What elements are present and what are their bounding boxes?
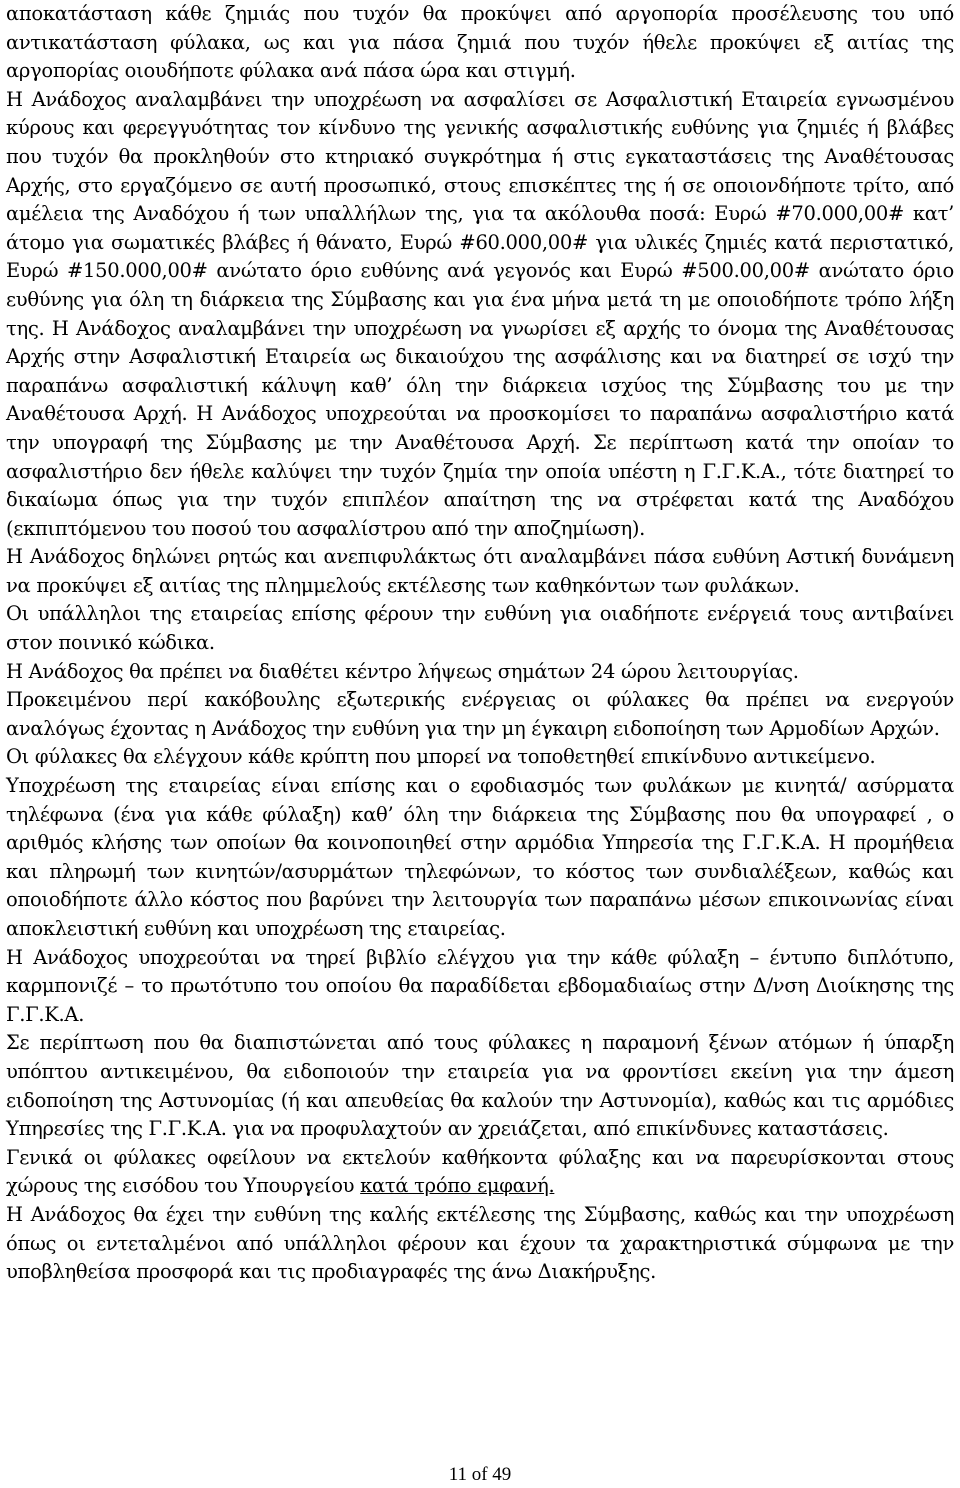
paragraph-malicious-action: Προκειμένου περί κακόβουλης εξωτερικής ενέργειας οι φύλακες θα πρέπει να ενεργούν αναλόγως έχοντας η Ανάδοχος την ευθύνη για την μη έγκαιρη ειδοποίηση των Αρμοδίων Αρχών. [6, 688, 954, 740]
page-number-footer: 11 of 49 [448, 1464, 512, 1485]
paragraph-entrance-duty [6, 1144, 954, 1201]
underlined-phrase: κατά τρόπο εμφανή. [360, 1174, 555, 1198]
paragraph-phones: Υποχρέωση της εταιρείας είναι επίσης και ο εφοδιασμός των φυλάκων με κινητά/ ασύρματα τηλέφωνα (ένα για κάθε φύλαξη) καθ’ όλη την διάρκεια της Σύμβασης που θα υπογραφεί , ο αριθμός κλήσης των οποίων θα κοινοποιηθεί στην αρμόδια Υπηρεσία της Γ.Γ.Κ.Α. Η προμήθεια και πληρωμή των κινητών/ασυρμάτων τηλεφώνων, το κόστος των συνδιαλέξεων, καθώς και οποιοδήποτε άλλο κόστος που βαρύνει την λειτουργία των παραπάνω μέσων επικοινωνίας είναι αποκλειστική ευθύνη και υποχρέωση της εταιρείας. [6, 774, 954, 940]
paragraph-logbook: Η Ανάδοχος υποχρεούται να τηρεί βιβλίο ελέγχου για την κάθε φύλαξη – έντυπο διπλότυπο, καρμπονιζέ – το πρωτότυπο του οποίου θα παραδίδεται εβδομαδιαίως στην Δ/νση Διοίκησης της Γ.Γ.Κ.Α. [6, 945, 954, 1026]
paragraph-restoration: αποκατάσταση κάθε ζημιάς που τυχόν θα προκύψει από αργοπορία προσέλευσης του υπό αντικατάσταση φύλακα, ως και για πάσα ζημιά που τυχόν ήθελε προκύψει εξ αιτίας της αργοπορίας οιουδήποτε φύλακα ανά πάσα ώρα και στιγμή. [6, 2, 954, 83]
paragraph-entrance-duty-text: Γενικά οι φύλακες οφείλουν να εκτελούν καθήκοντα φύλαξης και να παρευρίσκονται στους χώρους της εισόδου του Υπουργείου [6, 1145, 954, 1198]
paragraph-penal-code: Οι υπάλληλοι της εταιρείας επίσης φέρουν την ευθύνη για οιαδήποτε ενέργειά τους αντιβαίνει στον ποινικό κώδικα. [6, 602, 954, 655]
document-body [6, 0, 954, 1287]
paragraph-civil-liability: Η Ανάδοχος δηλώνει ρητώς και ανεπιφυλάκτως ότι αναλαμβάνει πάσα ευθύνη Αστική δυνάμενη να προκύψει εξ αιτίας της πλημμελούς εκτέλεσης των καθηκόντων των φυλάκων. [6, 545, 954, 597]
paragraph-insurance: Η Ανάδοχος αναλαμβάνει την υποχρέωση να ασφαλίσει σε Ασφαλιστική Εταιρεία εγνωσμένου κύρους και φερεγγυότητας τον κίνδυνο της γενικής ασφαλιστικής ευθύνης για ζημιές ή βλάβες που τυχόν θα προκληθούν στο κτηριακό συγκρότημα ή στις εγκαταστάσεις της Αναθέτουσας Αρχής, στο εργαζόμενο σε αυτή προσωπικό, στους επισκέπτες της ή σε οποιονδήποτε τρίτο, από αμέλεια της Αναδόχου ή των υπαλλήλων της, για τα ακόλουθα ποσά: Ευρώ #70.000,00# κατ’ άτομο για σωματικές βλάβες ή θάνατο, Ευρώ #60.000,00# για υλικές ζημιές κατά περιστατικό, Ευρώ #150.000,00# ανώτατο όριο ευθύνης ανά γεγονός και Ευρώ #500.00,00# ανώτατο όριο ευθύνης για όλη τη διάρκεια της Σύμβασης και για ένα μήνα μετά τη με οποιοδήποτε τρόπο λήξη της. Η Ανάδοχος αναλαμβάνει την υποχρέωση να γνωρίσει εξ αρχής το όνομα της Αναθέτουσας Αρχής στην Ασφαλιστική Εταιρεία ως δικαιούχου της ασφάλισης και να διατηρεί σε ισχύ την παραπάνω ασφαλιστική κάλυψη καθ’ όλη την διάρκεια ισχύος της Σύμβασης του με την Αναθέτουσα Αρχή. Η Ανάδοχος υποχρεούται να προσκομίσει το παραπάνω ασφαλιστήριο κατά την υπογραφή της Σύμβασης με την Αναθέτουσα Αρχή. Σε περίπτωση κατά την οποίαν το ασφαλιστήριο δεν ήθελε καλύψει την τυχόν ζημία την οποία υπέστη η Γ.Γ.Κ.Α., τότε διατηρεί το δικαίωμα όπως για την τυχόν επιπλέον απαίτηση της να στρέφεται κατά της Αναδόχου (εκπιπτόμενου του ποσού του ασφαλίστρου από την αποζημίωση). [6, 87, 954, 540]
paragraph-signal-center: Η Ανάδοχος θα πρέπει να διαθέτει κέντρο λήψεως σημάτων 24 ώρου λειτουργίας. [6, 659, 799, 683]
paragraph-hiding-places: Οι φύλακες θα ελέγχουν κάθε κρύπτη που μπορεί να τοποθετηθεί επικίνδυνο αντικείμενο. [6, 745, 876, 769]
paragraph-contract-execution: Η Ανάδοχος θα έχει την ευθύνη της καλής εκτέλεσης της Σύμβασης, καθώς και την υποχρέωση όπως οι εντεταλμένοι από υπάλληλοι φέρουν και έχουν τα χαρακτηριστικά σύμφωνα με την υποβληθείσα προσφορά και τις προδιαγραφές της άνω Διακήρυξης. [6, 1202, 954, 1284]
paragraph-suspicious: Σε περίπτωση που θα διαπιστώνεται από τους φύλακες η παραμονή ξένων ατόμων ή ύπαρξη υπόπτου αντικειμένου, θα ειδοποιούν την εταιρεία για να φροντίσει εκείνη για την άμεση ειδοποίηση της Αστυνομίας (ή και απευθείας θα καλούν την Αστυνομία), καθώς και τις αρμόδιες Υπηρεσίες της Γ.Γ.Κ.Α. για να προφυλαχτούν αν χρειάζεται, από επικίνδυνες καταστάσεις. [6, 1031, 954, 1141]
